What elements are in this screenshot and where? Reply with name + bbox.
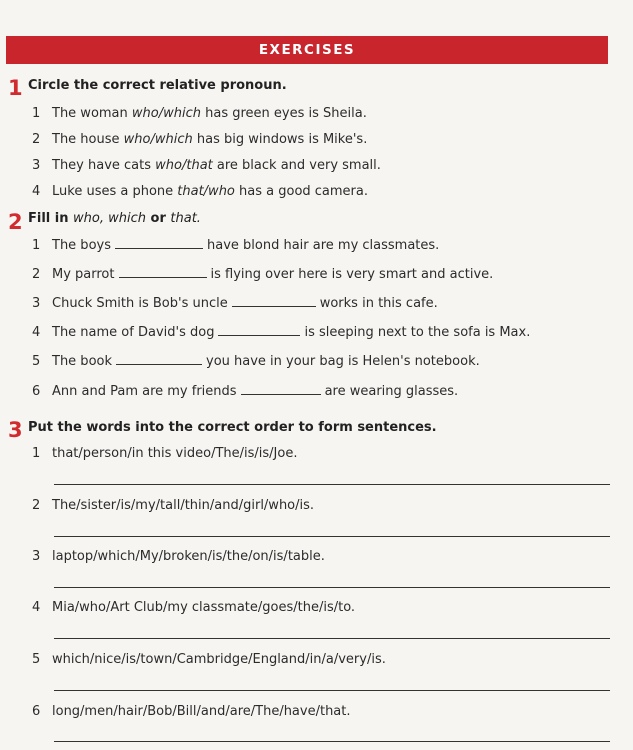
exercise-2-title: Fill in who, which or that. xyxy=(28,211,201,226)
ex2-item-3: 3 Chuck Smith is Bob's uncle works in this cafe. xyxy=(32,296,438,311)
answer-line[interactable] xyxy=(54,587,610,588)
ex1-item-1: 1 The woman who/which has green eyes is Sheila. xyxy=(32,106,367,121)
pronoun-choice[interactable]: who/that xyxy=(155,158,213,173)
fill-blank[interactable] xyxy=(218,323,300,336)
exercise-1-title: Circle the correct relative pronoun. xyxy=(28,78,287,93)
exercise-2-number: 2 xyxy=(8,210,23,234)
exercises-banner: EXERCISES xyxy=(6,36,608,64)
item-number: 4 xyxy=(32,184,41,199)
answer-line[interactable] xyxy=(54,690,610,691)
fill-blank[interactable] xyxy=(232,294,316,307)
ex2-item-4: 4 The name of David's dog is sleeping next to the sofa is Max. xyxy=(32,325,531,340)
ex3-item-3: 3 laptop/which/My/broken/is/the/on/is/table. xyxy=(32,549,325,564)
answer-line[interactable] xyxy=(54,741,610,742)
pronoun-choice[interactable]: who/which xyxy=(131,106,201,121)
item-number: 4 xyxy=(32,600,41,615)
item-number: 1 xyxy=(32,446,41,461)
item-number: 6 xyxy=(32,384,41,399)
answer-line[interactable] xyxy=(54,484,610,485)
ex1-item-3: 3 They have cats who/that are black and very small. xyxy=(32,158,381,173)
ex1-item-4: 4 Luke uses a phone that/who has a good camera. xyxy=(32,184,368,199)
item-number: 3 xyxy=(32,158,41,173)
answer-line[interactable] xyxy=(54,638,610,639)
ex3-item-4: 4 Mia/who/Art Club/my classmate/goes/the/is/to. xyxy=(32,600,356,615)
ex3-item-1: 1 that/person/in this video/The/is/is/Joe. xyxy=(32,446,298,461)
exercise-3-number: 3 xyxy=(8,418,23,442)
ex2-item-6: 6 Ann and Pam are my friends are wearing glasses. xyxy=(32,384,459,399)
answer-line[interactable] xyxy=(54,536,610,537)
ex1-item-2: 2 The house who/which has big windows is Mike's. xyxy=(32,132,368,147)
item-number: 1 xyxy=(32,106,41,121)
pronoun-choice[interactable]: who/which xyxy=(123,132,193,147)
item-number: 5 xyxy=(32,652,41,667)
item-number: 5 xyxy=(32,354,41,369)
item-number: 3 xyxy=(32,296,41,311)
fill-blank[interactable] xyxy=(241,382,321,395)
fill-blank[interactable] xyxy=(116,352,202,365)
ex3-item-2: 2 The/sister/is/my/tall/thin/and/girl/who/is. xyxy=(32,498,315,513)
ex2-item-5: 5 The book you have in your bag is Helen's notebook. xyxy=(32,354,480,369)
exercise-1-number: 1 xyxy=(8,76,23,100)
item-number: 2 xyxy=(32,267,41,282)
pronoun-choice[interactable]: that/who xyxy=(177,184,235,199)
item-number: 2 xyxy=(32,498,41,513)
item-number: 4 xyxy=(32,325,41,340)
fill-blank[interactable] xyxy=(115,236,203,249)
fill-blank[interactable] xyxy=(119,265,207,278)
item-number: 3 xyxy=(32,549,41,564)
ex3-item-5: 5 which/nice/is/town/Cambridge/England/in/a/very/is. xyxy=(32,652,386,667)
exercise-3-title: Put the words into the correct order to form sentences. xyxy=(28,420,437,435)
ex2-item-1: 1 The boys have blond hair are my classmates. xyxy=(32,238,440,253)
item-number: 6 xyxy=(32,704,41,719)
item-number: 1 xyxy=(32,238,41,253)
item-number: 2 xyxy=(32,132,41,147)
ex2-item-2: 2 My parrot is flying over here is very smart and active. xyxy=(32,267,494,282)
ex3-item-6: 6 long/men/hair/Bob/Bill/and/are/The/have/that. xyxy=(32,704,351,719)
